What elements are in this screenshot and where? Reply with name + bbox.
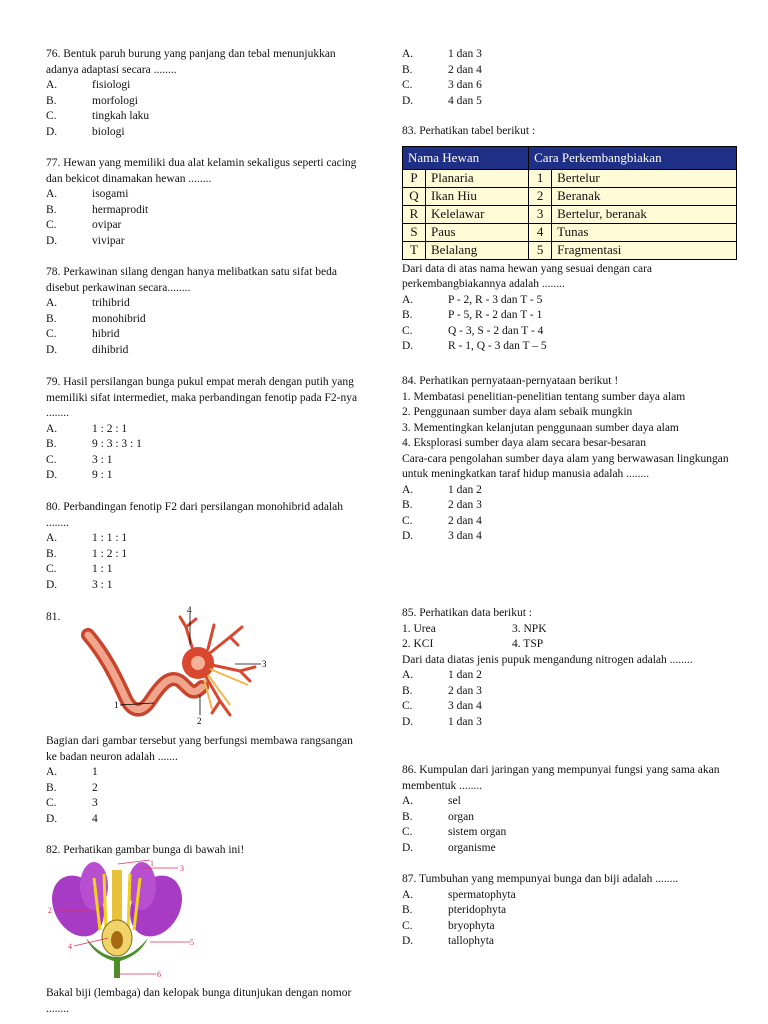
option-text: tingkah laku xyxy=(92,110,150,122)
option-c[interactable] xyxy=(46,562,366,578)
question-86 xyxy=(402,763,732,856)
option-letter: A. xyxy=(46,422,58,435)
neuron-label-4: 4 xyxy=(187,605,192,615)
option-a[interactable] xyxy=(46,296,366,312)
table-row xyxy=(403,169,737,187)
option-letter: B. xyxy=(402,499,413,511)
option-b[interactable] xyxy=(402,498,732,514)
option-text: fisiologi xyxy=(92,79,131,91)
option-d[interactable] xyxy=(46,125,366,141)
question-stem: Bagian dari gambar tersebut yang berfungsi membawa rangsangan ke badan neuron adalah ....... xyxy=(46,735,353,763)
option-text: Q - 3, S - 2 dan T - 4 xyxy=(448,324,544,337)
option-text: morfologi xyxy=(92,94,138,107)
option-text: bryophyta xyxy=(448,919,495,932)
option-letter: D. xyxy=(402,715,414,728)
option-text: 3 xyxy=(92,797,98,809)
table-header-method: Cara Perkembangbiakan xyxy=(529,146,737,169)
question-79 xyxy=(46,375,366,484)
question-77 xyxy=(46,156,366,249)
option-c[interactable] xyxy=(402,514,732,530)
option-a[interactable] xyxy=(46,422,366,438)
animal-code: S xyxy=(403,223,426,241)
option-letter: D. xyxy=(402,841,414,854)
option-text: 1 : 2 : 1 xyxy=(92,422,128,435)
data-row xyxy=(402,637,732,653)
option-letter: C. xyxy=(402,514,413,527)
question-85 xyxy=(402,606,732,730)
option-text: trihibrid xyxy=(92,297,130,309)
option-text: 1 xyxy=(92,766,98,778)
option-c[interactable] xyxy=(46,109,366,125)
question-stem: 77. Hewan yang memiliki dua alat kelamin sekaligus seperti cacing dan bekicot dinamakan hewan ........ xyxy=(46,157,357,185)
breeding-table xyxy=(402,146,737,260)
data-item: 2. KCI xyxy=(402,638,434,650)
statement-item: 4. Eksplorasi sumber daya alam secara besar-besaran xyxy=(402,437,647,449)
option-text: 3 dan 4 xyxy=(448,530,482,542)
option-b[interactable] xyxy=(402,63,732,79)
neuron-axon xyxy=(88,635,202,710)
option-c[interactable] xyxy=(46,327,366,343)
option-a[interactable] xyxy=(46,78,366,94)
option-text: vivipar xyxy=(92,234,125,247)
option-text: 3 dan 6 xyxy=(448,79,482,91)
option-c[interactable] xyxy=(46,796,366,812)
options xyxy=(46,187,366,249)
option-text: 9 : 1 xyxy=(92,469,113,481)
option-letter: C. xyxy=(402,826,413,838)
option-text: pteridophyta xyxy=(448,904,507,916)
method-code: 2 xyxy=(529,187,552,205)
question-stem: 86. Kumpulan dari jaringan yang mempunyai fungsi yang sama akan membentuk ........ xyxy=(402,764,720,792)
flower-label-3: 3 xyxy=(180,864,184,873)
option-d[interactable] xyxy=(402,529,732,545)
option-text: hermaprodit xyxy=(92,203,149,216)
method-code: 3 xyxy=(529,205,552,223)
option-letter: D. xyxy=(46,578,58,591)
options xyxy=(46,78,366,140)
option-letter: C. xyxy=(46,219,57,231)
option-c[interactable] xyxy=(402,919,732,935)
flower-label-5: 5 xyxy=(190,938,194,947)
option-letter: B. xyxy=(46,203,57,216)
neuron-label-2: 2 xyxy=(197,716,202,726)
fertilizer-data xyxy=(402,622,732,653)
option-b[interactable] xyxy=(46,547,366,563)
question-81-text xyxy=(46,734,366,827)
option-letter: D. xyxy=(402,530,414,542)
question-78 xyxy=(46,265,366,358)
question-83 xyxy=(402,124,732,355)
animal-name: Paus xyxy=(426,223,529,241)
option-text: organisme xyxy=(448,841,496,854)
option-d[interactable] xyxy=(46,468,366,484)
option-text: dihibrid xyxy=(92,343,129,356)
option-c[interactable] xyxy=(46,453,366,469)
question-84 xyxy=(402,374,732,545)
option-letter: D. xyxy=(46,469,58,481)
method-name: Fragmentasi xyxy=(552,241,737,259)
question-82 xyxy=(46,843,366,859)
option-letter: C. xyxy=(46,563,57,575)
option-letter: A. xyxy=(46,188,58,200)
options xyxy=(402,47,732,109)
option-b[interactable] xyxy=(402,308,732,324)
option-letter: B. xyxy=(402,904,413,916)
neuron-diagram xyxy=(80,605,270,727)
question-stem: 84. Perhatikan pernyataan-pernyataan berikut ! xyxy=(402,375,619,387)
option-letter: C. xyxy=(402,919,413,932)
option-text: 2 xyxy=(92,781,98,794)
flower-ovule xyxy=(111,931,123,949)
question-stem: 83. Perhatikan tabel berikut : xyxy=(402,125,536,137)
question-76 xyxy=(46,47,366,140)
data-item: 1. Urea xyxy=(402,622,436,635)
method-name: Beranak xyxy=(552,187,737,205)
statement-list xyxy=(402,390,732,452)
option-d[interactable] xyxy=(402,339,732,355)
option-letter: A. xyxy=(46,79,58,91)
option-text: spermatophyta xyxy=(448,888,516,901)
option-letter: B. xyxy=(402,63,413,76)
neuron-label-1: 1 xyxy=(114,700,119,710)
option-letter: D. xyxy=(46,234,58,247)
option-d[interactable] xyxy=(46,578,366,594)
option-a[interactable] xyxy=(402,483,732,499)
flower-label-6: 6 xyxy=(157,970,161,979)
option-letter: C. xyxy=(46,797,57,809)
option-text: 2 dan 4 xyxy=(448,514,482,527)
option-a[interactable] xyxy=(402,293,732,309)
option-text: 4 dan 5 xyxy=(448,94,482,107)
question-stem-2: Cara-cara pengolahan sumber daya alam yang berwawasan lingkungan untuk meningkatkan taraf hidup manusia adalah ........ xyxy=(402,452,729,480)
question-stem: Bakal biji (lembaga) dan kelopak bunga ditunjukan dengan nomor ........ xyxy=(46,987,352,1015)
option-text: 3 : 1 xyxy=(92,578,113,591)
table-header-animal: Nama Hewan xyxy=(403,146,529,169)
option-letter: B. xyxy=(46,547,57,560)
option-letter: D. xyxy=(402,340,414,352)
option-text: biologi xyxy=(92,125,125,138)
question-number: 81. xyxy=(46,611,61,623)
table-row xyxy=(403,187,737,205)
method-code: 5 xyxy=(529,241,552,259)
statement-item: 3. Mementingkan kelanjutan penggunaan sumber daya alam xyxy=(402,421,679,434)
question-stem: 85. Perhatikan data berikut : xyxy=(402,607,532,619)
option-d[interactable] xyxy=(402,934,732,950)
question-stem-2: Dari data di atas nama hewan yang sesuai dengan cara perkembangbiakannya adalah ........ xyxy=(402,262,653,290)
options xyxy=(402,668,732,730)
question-stem: 76. Bentuk paruh burung yang panjang dan tebal menunjukkan adanya adaptasi secara ........ xyxy=(46,48,336,76)
option-c[interactable] xyxy=(402,825,732,841)
option-letter: B. xyxy=(46,312,57,325)
option-a[interactable] xyxy=(46,187,366,203)
method-name: Bertelur xyxy=(552,169,737,187)
option-text: 4 xyxy=(92,812,98,825)
options xyxy=(46,765,366,827)
option-text: monohibrid xyxy=(92,312,146,325)
animal-name: Belalang xyxy=(426,241,529,259)
option-letter: A. xyxy=(46,297,58,309)
option-a[interactable] xyxy=(402,888,732,904)
option-b[interactable] xyxy=(46,437,366,453)
option-letter: B. xyxy=(402,810,413,823)
option-a[interactable] xyxy=(402,47,732,63)
question-82-options xyxy=(402,47,732,109)
option-letter: B. xyxy=(46,438,57,450)
option-c[interactable] xyxy=(402,324,732,340)
option-text: ovipar xyxy=(92,219,122,231)
question-stem: 79. Hasil persilangan bunga pukul empat merah dengan putih yang memiliki sifat intermediet, maka perbandingan fenotip pada F2-nya ........ xyxy=(46,376,358,419)
options xyxy=(46,296,366,358)
option-letter: C. xyxy=(46,110,57,122)
table-row xyxy=(403,241,737,259)
option-b[interactable] xyxy=(402,810,732,826)
question-stem: 78. Perkawinan silang dengan hanya melibatkan satu sifat beda disebut perkawinan secara........ xyxy=(46,266,337,294)
option-letter: D. xyxy=(46,343,58,356)
option-text: P - 5, R - 2 dan T - 1 xyxy=(448,309,543,321)
option-letter: A. xyxy=(402,795,414,807)
option-text: 3 dan 4 xyxy=(448,700,482,712)
table-row xyxy=(403,205,737,223)
animal-name: Ikan Hiu xyxy=(426,187,529,205)
option-text: 2 dan 3 xyxy=(448,684,482,697)
option-letter: C. xyxy=(402,79,413,91)
option-d[interactable] xyxy=(402,715,732,731)
option-text: 1 dan 2 xyxy=(448,669,482,681)
method-code: 4 xyxy=(529,223,552,241)
option-text: 1 : 1 xyxy=(92,563,113,575)
statement-item: 2. Penggunaan sumber daya alam sebaik mungkin xyxy=(402,406,633,418)
option-a[interactable] xyxy=(402,794,732,810)
option-c[interactable] xyxy=(402,78,732,94)
option-letter: D. xyxy=(402,94,414,107)
question-82-text xyxy=(46,986,366,1017)
options xyxy=(46,422,366,484)
question-87 xyxy=(402,872,732,950)
option-text: 3 : 1 xyxy=(92,453,113,466)
statement-item: 1. Membatasi penelitian-penelitian tentang sumber daya alam xyxy=(402,390,686,403)
animal-name: Planaria xyxy=(426,169,529,187)
flower-label-4: 4 xyxy=(68,942,72,951)
option-text: R - 1, Q - 3 dan T – 5 xyxy=(448,340,547,352)
option-text: organ xyxy=(448,810,474,823)
option-text: sistem organ xyxy=(448,826,507,838)
option-letter: C. xyxy=(402,324,413,337)
options xyxy=(402,794,732,856)
option-d[interactable] xyxy=(46,234,366,250)
options xyxy=(402,293,732,355)
data-item: 4. TSP xyxy=(512,638,544,650)
option-text: 1 dan 3 xyxy=(448,715,482,728)
option-d[interactable] xyxy=(402,94,732,110)
flower-diagram xyxy=(46,858,196,980)
option-a[interactable] xyxy=(46,765,366,781)
neuron-label-3: 3 xyxy=(262,659,267,669)
option-letter: B. xyxy=(46,94,57,107)
option-d[interactable] xyxy=(46,812,366,828)
options xyxy=(402,888,732,950)
method-code: 1 xyxy=(529,169,552,187)
option-text: sel xyxy=(448,795,461,807)
option-letter: D. xyxy=(402,935,414,947)
option-letter: B. xyxy=(46,781,57,794)
option-b[interactable] xyxy=(402,903,732,919)
animal-code: T xyxy=(403,241,426,259)
option-d[interactable] xyxy=(402,841,732,857)
question-80 xyxy=(46,500,366,593)
option-letter: A. xyxy=(402,669,414,681)
option-text: 1 : 2 : 1 xyxy=(92,547,128,560)
question-stem: 82. Perhatikan gambar bunga di bawah ini! xyxy=(46,844,245,856)
animal-code: Q xyxy=(403,187,426,205)
option-a[interactable] xyxy=(402,668,732,684)
option-letter: C. xyxy=(402,700,413,712)
option-text: 2 dan 4 xyxy=(448,63,482,76)
option-b[interactable] xyxy=(402,684,732,700)
option-d[interactable] xyxy=(46,343,366,359)
option-text: isogami xyxy=(92,188,129,200)
option-c[interactable] xyxy=(46,218,366,234)
option-letter: C. xyxy=(46,328,57,340)
animal-code: P xyxy=(403,169,426,187)
option-text: 1 : 1 : 1 xyxy=(92,532,128,544)
option-text: tallophyta xyxy=(448,935,494,947)
question-stem: 80. Perbandingan fenotip F2 dari persilangan monohibrid adalah ........ xyxy=(46,501,344,529)
option-c[interactable] xyxy=(402,699,732,715)
option-letter: A. xyxy=(46,766,58,778)
option-b[interactable] xyxy=(46,781,366,797)
option-letter: A. xyxy=(402,483,414,496)
method-name: Tunas xyxy=(552,223,737,241)
option-text: 2 dan 3 xyxy=(448,499,482,511)
question-stem: 87. Tumbuhan yang mempunyai bunga dan biji adalah ........ xyxy=(402,873,679,885)
option-b[interactable] xyxy=(46,312,366,328)
option-letter: B. xyxy=(402,309,413,321)
option-letter: A. xyxy=(402,293,414,306)
option-text: 1 dan 3 xyxy=(448,48,482,60)
option-text: 9 : 3 : 3 : 1 xyxy=(92,438,142,450)
option-letter: B. xyxy=(402,684,413,697)
options xyxy=(46,531,366,593)
option-letter: A. xyxy=(402,48,414,60)
option-b[interactable] xyxy=(46,203,366,219)
option-text: P - 2, R - 3 dan T - 5 xyxy=(448,293,543,306)
animal-code: R xyxy=(403,205,426,223)
animal-name: Kelelawar xyxy=(426,205,529,223)
flower-label-2: 2 xyxy=(48,906,52,915)
flower-label-1: 1 xyxy=(150,859,154,868)
option-letter: A. xyxy=(46,532,58,544)
option-letter: A. xyxy=(402,888,414,901)
option-letter: D. xyxy=(46,812,58,825)
option-text: 1 dan 2 xyxy=(448,483,482,496)
option-b[interactable] xyxy=(46,94,366,110)
option-letter: D. xyxy=(46,125,58,138)
option-a[interactable] xyxy=(46,531,366,547)
options xyxy=(402,483,732,545)
option-letter: C. xyxy=(46,453,57,466)
option-text: hibrid xyxy=(92,328,120,340)
question-stem-2: Dari data diatas jenis pupuk mengandung nitrogen adalah ........ xyxy=(402,653,693,666)
table-row xyxy=(403,223,737,241)
data-item: 3. NPK xyxy=(512,622,547,635)
data-row xyxy=(402,622,732,638)
method-name: Bertelur, beranak xyxy=(552,205,737,223)
